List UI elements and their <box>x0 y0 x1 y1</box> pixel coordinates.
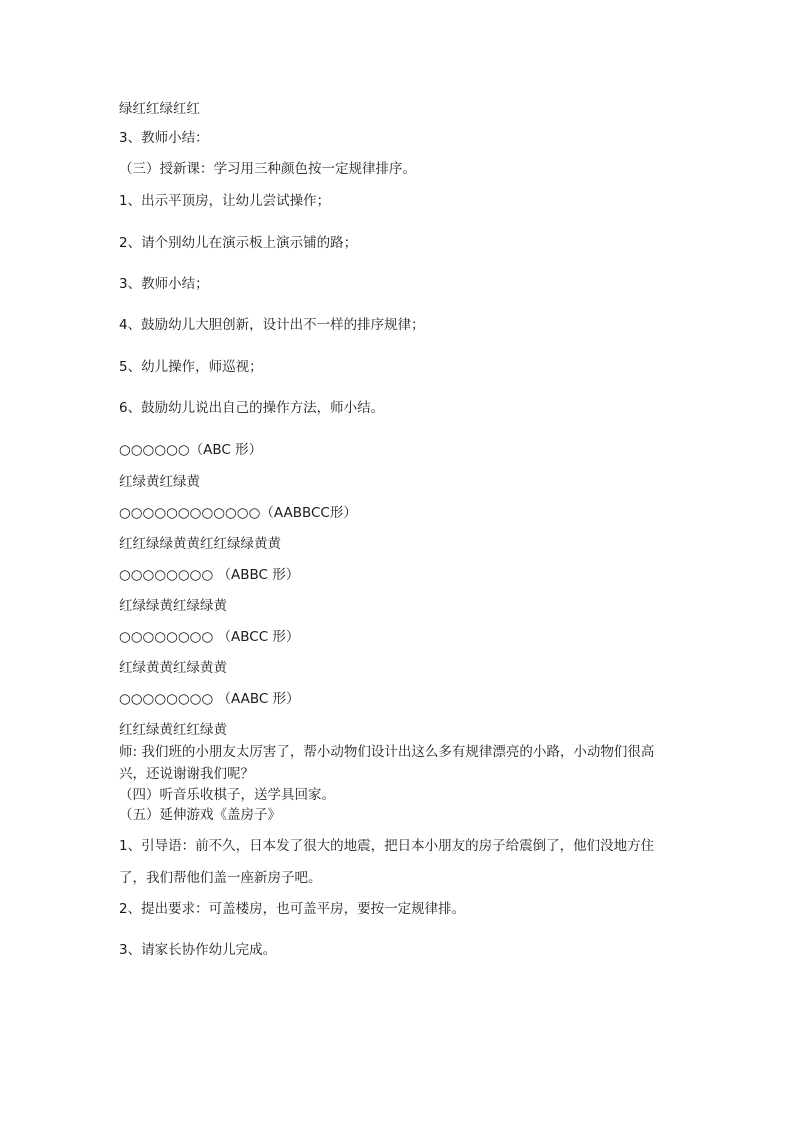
text-line: 2、提出要求：可盖楼房，也可盖平房，要按一定规律排。 <box>119 901 466 917</box>
color-sequence: 红绿黄红绿黄 <box>119 474 200 490</box>
text-line: 了，我们帮他们盖一座新房子吧。 <box>119 870 322 886</box>
color-sequence: 红红绿绿黄黄红红绿绿黄黄 <box>119 536 281 552</box>
text-line: 1、引导语：前不久，日本发了很大的地震，把日本小朋友的房子给震倒了，他们没地方住 <box>119 838 655 854</box>
color-sequence: 红红绿黄红红绿黄 <box>119 722 227 738</box>
pattern-line: ○○○○○○○○ （ABBC 形） <box>119 567 300 583</box>
text-line: 5、幼儿操作，师巡视； <box>119 359 263 375</box>
text-line: 绿红红绿红红 <box>119 101 200 117</box>
pattern-line: ○○○○○○○○ （ABCC 形） <box>119 629 300 645</box>
text-line: 4、鼓励幼儿大胆创新，设计出不一样的排序规律； <box>119 317 425 333</box>
section-heading: （三）授新课：学习用三种颜色按一定规律排序。 <box>119 161 416 177</box>
pattern-line: ○○○○○○○○ （AABC 形） <box>119 691 300 707</box>
pattern-line: ○○○○○○○○○○○○（AABBCC形） <box>119 505 357 521</box>
text-line: 2、请个别幼儿在演示板上演示铺的路； <box>119 235 358 251</box>
text-line: 3、教师小结； <box>119 276 209 292</box>
text-line: 1、出示平顶房，让幼儿尝试操作； <box>119 193 331 209</box>
text-line: 3、请家长协作幼儿完成。 <box>119 942 277 958</box>
text-line: 3、教师小结： <box>119 130 209 146</box>
text-line: 师: 我们班的小朋友太厉害了，帮小动物们设计出这么多有规律漂亮的小路，小动物们很高 <box>119 744 655 760</box>
color-sequence: 红绿绿黄红绿绿黄 <box>119 598 227 614</box>
text-line: 6、鼓励幼儿说出自己的操作方法，师小结。 <box>119 400 385 416</box>
color-sequence: 红绿黄黄红绿黄黄 <box>119 660 227 676</box>
section-heading: （四）听音乐收棋子，送学具回家。 <box>119 787 335 803</box>
text-line: 兴，还说谢谢我们呢？ <box>119 766 254 782</box>
section-heading: （五）延伸游戏《盖房子》 <box>119 807 281 823</box>
pattern-line: ○○○○○○（ABC 形） <box>119 442 263 458</box>
